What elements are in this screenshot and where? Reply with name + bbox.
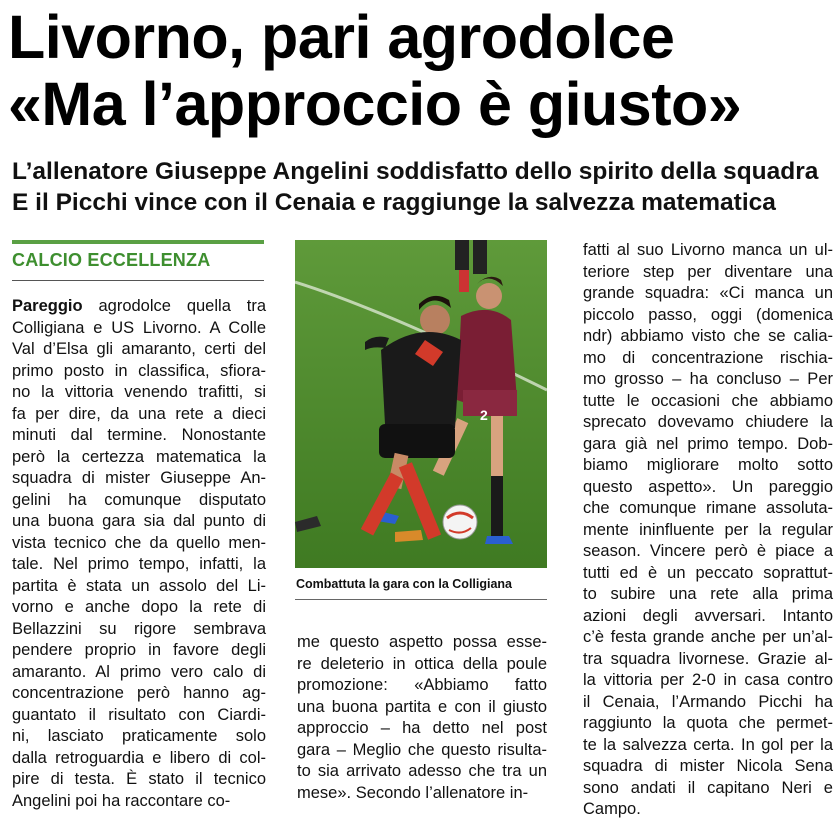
article-line: Val d’Elsa gli amaranto, certi del: [12, 340, 266, 358]
article-line: squadra di mister Nicola Sena: [583, 757, 833, 775]
background-player-leg: [473, 240, 487, 274]
photo-caption: Combattuta la gara con la Colligiana: [296, 577, 513, 591]
home-player-head: [420, 305, 450, 335]
article-line: mese». Secondo l’allenatore in-: [297, 783, 529, 802]
article-line: tra squadra livornese. Grazie al-: [583, 649, 833, 668]
article-line: me questo aspetto possa esse-: [297, 633, 547, 651]
article-line: re deleterio in ottica della poule: [297, 654, 547, 673]
article-line: fa per dire, da una rete a dieci: [12, 404, 266, 423]
section-bottom-rule: [12, 280, 264, 281]
article-line: gelini ha comunque disputato: [12, 490, 266, 509]
lead-word: Pareggio: [12, 297, 83, 315]
match-photo: [295, 240, 547, 568]
article-line: primo posto in classifica, sfiora-: [12, 361, 266, 380]
headline-line-1: Livorno, pari agrodolce: [8, 3, 675, 71]
match-photo-image: [295, 240, 547, 568]
article-line: una buona partita e con il giusto: [297, 697, 547, 716]
article-column-1: [12, 296, 266, 812]
article-line: teriore step per diventare una: [583, 262, 833, 281]
article-first-line: [12, 296, 266, 318]
article-line: minuti dal termine. Nonostante: [12, 426, 266, 444]
article-line: Angelini poi ha raccontare co-: [12, 791, 231, 810]
article-line: approccio – ha detto nel post: [297, 719, 547, 737]
article-line: azioni degli avversari. Intanto: [583, 606, 833, 625]
football: [443, 505, 477, 539]
article-column-3: [583, 240, 833, 821]
article-column-2: [297, 632, 547, 804]
article-line: amaranto. Al primo vero calo di: [12, 662, 266, 681]
article-line: Colligiana e US Livorno. A Colle: [12, 318, 266, 337]
article-line: to subire una rete alla prima: [583, 585, 833, 603]
section-label: CALCIO ECCELLENZA: [12, 250, 211, 270]
article-line: biamo migliorare molto sotto: [583, 456, 833, 474]
article-line: grande squadra: «Ci manca un: [583, 284, 833, 302]
away-player-sock: [491, 476, 503, 538]
subheadline: [12, 156, 832, 218]
background-player-leg: [455, 240, 469, 270]
article-line: partita è stata un assolo del Li-: [12, 576, 266, 595]
section-top-rule: [12, 240, 264, 244]
article-line: concentrazione però hanno ag-: [12, 684, 266, 702]
article-line: promozione: «Abbiamo fatto: [297, 676, 547, 694]
article-line: Campo.: [583, 800, 641, 818]
article-line: season. Vincere però è piace a: [583, 542, 833, 560]
article-line: però la certezza matematica la: [12, 447, 266, 466]
article-line: sprecato dovevamo chiudere la: [583, 413, 833, 431]
home-player-boot: [395, 530, 423, 542]
headline: [8, 4, 834, 138]
article-column-1-lines: [12, 318, 266, 813]
article-line: mo grosso – ha concluso – Per: [583, 370, 833, 388]
article-line: mente ininfluente per la regular: [583, 520, 833, 539]
article-line: ni, lasciato praticamente solo: [12, 727, 266, 745]
article-line: pendere proprio in favore degli: [12, 641, 266, 659]
shirt-number: 2: [480, 407, 488, 423]
article-line: tutte le occasioni che abbiamo: [583, 391, 833, 410]
article-line: ndr) abbiamo visto che se calia-: [583, 327, 833, 345]
caption-rule: [295, 599, 547, 600]
article-line: agrodolce quella tra: [82, 297, 266, 315]
article-line: tutti ed è un peccato soprattut-: [583, 563, 833, 582]
article-line: vorno e anche dopo la rete di: [12, 598, 266, 616]
article-line: dalla retroguardia e libero di col-: [12, 748, 266, 767]
article-line: vista tecnico che da quello men-: [12, 533, 266, 552]
article-line: squadra di mister Giuseppe An-: [12, 469, 266, 487]
article-line: la vittoria per 2-0 in casa contro: [583, 671, 833, 689]
subheadline-line-2: E il Picchi vince con il Cenaia e raggiunge la salvezza matematica: [12, 189, 776, 216]
article-line: Bellazzini su rigore sembrava: [12, 619, 266, 638]
article-line: te la salvezza certa. In gol per la: [583, 735, 833, 754]
background-player-sock: [459, 270, 469, 292]
article-line: pire di testa. È stato il tecnico: [12, 770, 266, 788]
headline-line-2: «Ma l’approccio è giusto»: [8, 70, 742, 138]
article-line: c’è festa grande anche per un’al-: [583, 628, 833, 646]
article-line: no la vittoria venendo trafitti, si: [12, 383, 266, 401]
article-line: fatti al suo Livorno manca un ul-: [583, 241, 833, 259]
article-line: una buona gara sia dal punto di: [12, 512, 266, 530]
home-player-shorts: [379, 424, 455, 458]
article-line: gara – Meglio che questo risulta-: [297, 740, 547, 759]
article-line: questo aspetto». Un pareggio: [583, 477, 833, 496]
subheadline-line-1: L’allenatore Giuseppe Angelini soddisfatto dello spirito della squadra: [12, 158, 819, 185]
away-player-shorts: [463, 390, 517, 416]
article-line: gara già nel primo tempo. Dob-: [583, 434, 833, 453]
article-line: mo di concentrazione rischia-: [583, 348, 833, 367]
article-line: sono andati il capitano Neri e: [583, 778, 833, 797]
article-line: to sia arrivato adesso che tra un: [297, 762, 547, 780]
article-line: piccolo passo, oggi (domenica: [583, 305, 833, 324]
away-player-head: [476, 283, 502, 309]
article-line: il Cenaia, l’Armando Picchi ha: [583, 692, 833, 711]
article-line: guantato il risultato con Ciardi-: [12, 705, 266, 724]
article-line: che comunque rimane assoluta-: [583, 499, 833, 517]
away-player-boot: [485, 536, 513, 544]
article-line: raggiunto la quota che permet-: [583, 714, 833, 732]
article-line: tale. Nel primo tempo, infatti, la: [12, 555, 266, 573]
